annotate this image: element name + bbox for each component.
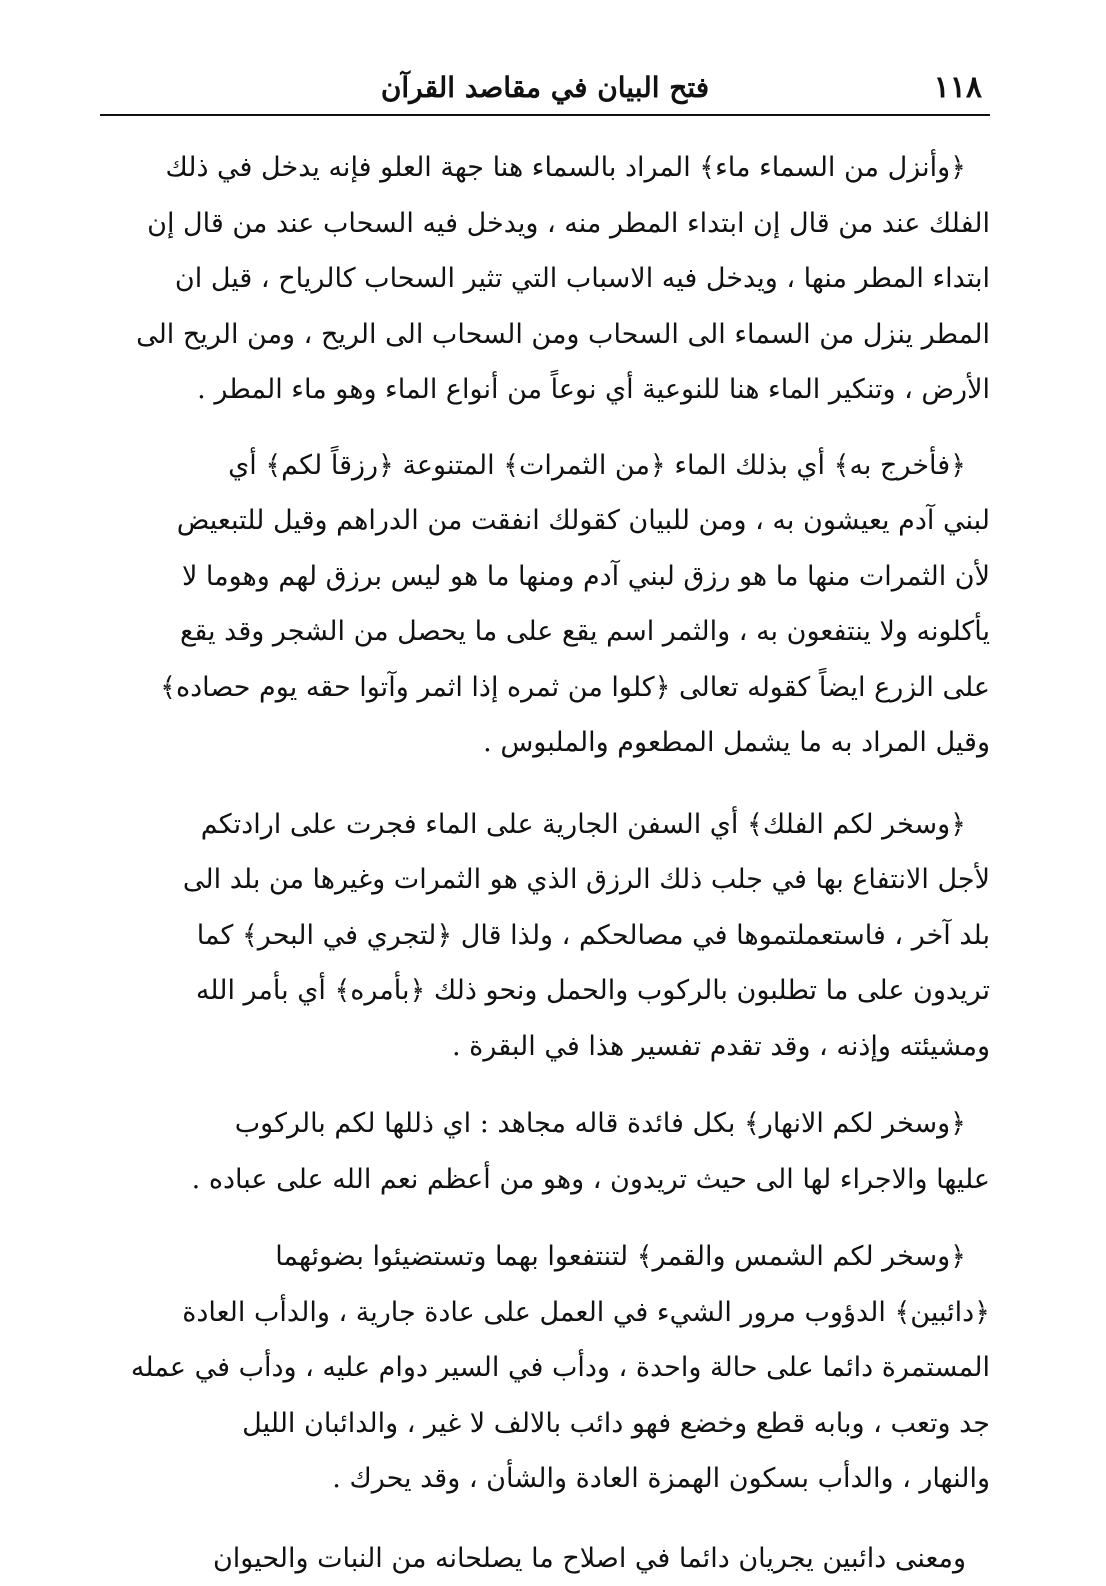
text-line: ابتداء المطر منها ، ويدخل فيه الاسباب التي تثير السحاب كالرياح ، قيل ان — [100, 251, 990, 307]
paragraph-6 — [100, 1531, 990, 1586]
paragraph-1 — [100, 140, 990, 418]
text-line: المستمرة دائما على حالة واحدة ، ودأب في السير دوام عليه ، ودأب في عمله — [100, 1340, 990, 1396]
paragraph-5 — [100, 1229, 990, 1507]
text-line: جد وتعب ، وبابه قطع وخضع فهو دائب بالالف لا غير ، والدائبان الليل — [100, 1396, 990, 1452]
body-text — [100, 140, 990, 1586]
text-line: على الزرع ايضاً كقوله تعالى ﴿كلوا من ثمره إذا اثمر وآتوا حقه يوم حصاده﴾ — [100, 660, 990, 716]
page-number: ١١٨ — [934, 68, 982, 108]
paragraph-3 — [100, 797, 990, 1075]
text-line: لبني آدم يعيشون به ، ومن للبيان كقولك انفقت من الدراهم وقيل للتبعيض — [100, 493, 990, 549]
paragraph-2 — [100, 438, 990, 771]
text-line: ﴿وسخر لكم الشمس والقمر﴾ لتنتفعوا بهما وتستضيئوا بضوئهما — [100, 1229, 990, 1285]
text-line: وقيل المراد به ما يشمل المطعوم والملبوس . — [100, 715, 990, 771]
text-line: لأن الثمرات منها ما هو رزق لبني آدم ومنها ما هو ليس برزق لهم وهوما لا — [100, 549, 990, 605]
text-line: يأكلونه ولا ينتفعون به ، والثمر اسم يقع على ما يحصل من الشجر وقد يقع — [100, 604, 990, 660]
text-line: ومشيئته وإذنه ، وقد تقدم تفسير هذا في البقرة . — [100, 1019, 990, 1075]
text-line: عليها والاجراء لها الى حيث تريدون ، وهو من أعظم نعم الله على عباده . — [100, 1152, 990, 1208]
text-line: الفلك عند من قال إن ابتداء المطر منه ، ويدخل فيه السحاب عند من قال إن — [100, 196, 990, 252]
text-line: تريدون على ما تطلبون بالركوب والحمل ونحو ذلك ﴿بأمره﴾ أي بأمر الله — [100, 963, 990, 1019]
text-line: ﴿وسخر لكم الانهار﴾ بكل فائدة قاله مجاهد : اي ذللها لكم بالركوب — [100, 1096, 990, 1152]
text-line: ﴿وأنزل من السماء ماء﴾ المراد بالسماء هنا جهة العلو فإنه يدخل في ذلك — [100, 140, 990, 196]
text-line: ﴿دائبين﴾ الدؤوب مرور الشيء في العمل على عادة جارية ، والدأب العادة — [100, 1285, 990, 1341]
text-line: ومعنى دائبين يجريان دائما في اصلاح ما يصلحانه من النبات والحيوان — [100, 1531, 990, 1586]
text-line: ﴿وسخر لكم الفلك﴾ أي السفن الجارية على الماء فجرت على ارادتكم — [100, 797, 990, 853]
text-line: لأجل الانتفاع بها في جلب ذلك الرزق الذي هو الثمرات وغيرها من بلد الى — [100, 852, 990, 908]
text-line: الأرض ، وتنكير الماء هنا للنوعية أي نوعاً من أنواع الماء وهو ماء المطر . — [100, 362, 990, 418]
text-line: والنهار ، والدأب بسكون الهمزة العادة والشأن ، وقد يحرك . — [100, 1451, 990, 1507]
text-line: المطر ينزل من السماء الى السحاب ومن السحاب الى الريح ، ومن الريح الى — [100, 307, 990, 363]
text-line: بلد آخر ، فاستعملتموها في مصالحكم ، ولذا قال ﴿لتجري في البحر﴾ كما — [100, 908, 990, 964]
running-title: فتح البيان في مقاصد القرآن — [100, 68, 990, 108]
page-header — [100, 62, 990, 116]
paragraph-4 — [100, 1096, 990, 1207]
text-line: ﴿فأخرج به﴾ أي بذلك الماء ﴿من الثمرات﴾ المتنوعة ﴿رزقاً لكم﴾ أي — [100, 438, 990, 494]
